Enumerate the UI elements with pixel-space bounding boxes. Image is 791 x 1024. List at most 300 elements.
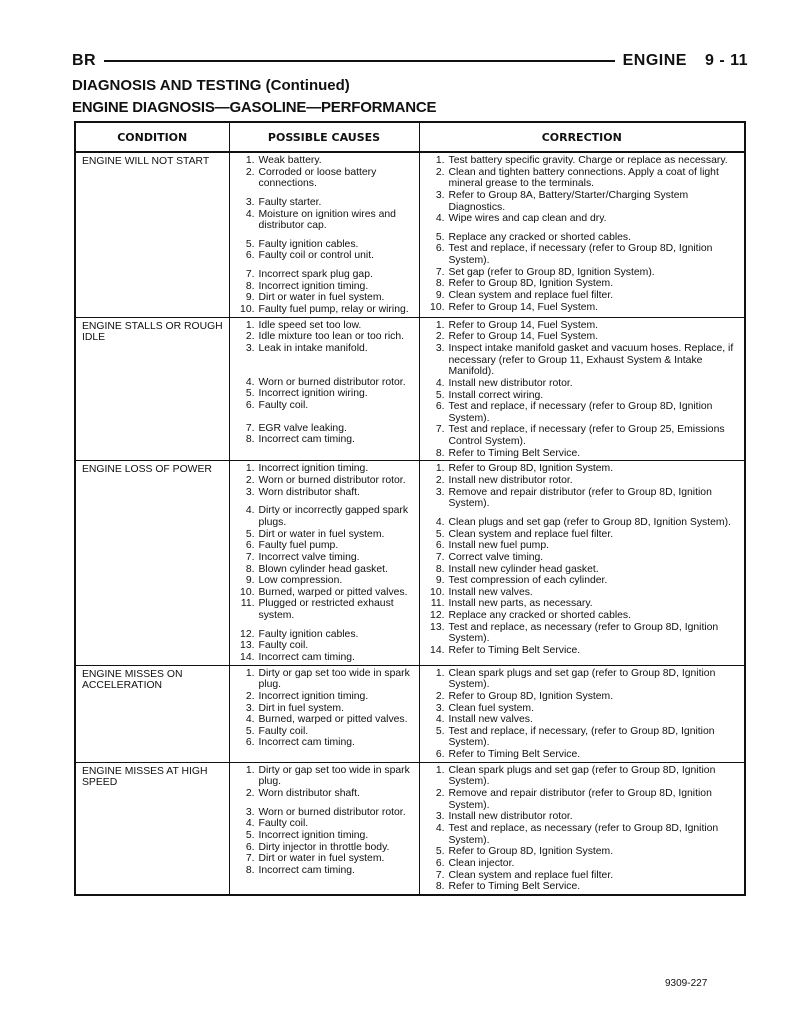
item-number: 9. — [435, 290, 445, 302]
item-number: 5. — [435, 231, 445, 243]
correction-cell — [419, 152, 745, 317]
list-item — [236, 281, 416, 293]
item-text: Refer to Group 8A, Battery/Starter/Charging System Diagnostics. — [448, 189, 689, 213]
item-text: Faulty fuel pump, relay or wiring. — [258, 304, 409, 316]
item-number: 1. — [435, 667, 445, 679]
list-item — [236, 598, 416, 621]
item-text: Install new parts, as necessary. — [448, 598, 593, 610]
item-number: 4. — [245, 208, 255, 220]
list-item — [236, 865, 416, 877]
causes-cell — [229, 317, 419, 461]
list-item — [426, 448, 742, 460]
item-number: 2. — [435, 166, 445, 178]
list-item — [426, 487, 742, 510]
item-number: 6. — [435, 243, 445, 255]
item-text: Moisture on ignition wires and distributor cap. — [258, 208, 396, 232]
item-text: Refer to Group 8D, Ignition System. — [448, 278, 614, 290]
item-number: 5. — [245, 238, 255, 250]
item-text: Incorrect ignition timing. — [258, 829, 369, 841]
list-item — [426, 726, 742, 749]
item-number: 2. — [245, 331, 255, 343]
causes-cell — [229, 762, 419, 895]
list-item — [236, 292, 416, 304]
list-item — [426, 846, 742, 858]
list-item — [236, 552, 416, 564]
item-number: 8. — [435, 278, 445, 290]
item-number: 4. — [435, 822, 445, 834]
item-text: Faulty coil. — [258, 399, 309, 411]
item-number: 8. — [245, 864, 255, 876]
item-text: Faulty ignition cables. — [258, 628, 359, 640]
list-item — [236, 668, 416, 691]
figure-id: 9309-227 — [665, 978, 708, 989]
item-number: 3. — [245, 806, 255, 818]
item-number: 2. — [245, 690, 255, 702]
item-text: Clean and tighten battery connections. Apply a coat of light mineral grease to the terminals. — [448, 166, 719, 190]
item-number: 8. — [245, 280, 255, 292]
list-item — [236, 400, 416, 412]
table-row — [75, 461, 745, 665]
item-text: Install new distributor rotor. — [448, 377, 573, 389]
list-item — [426, 331, 742, 343]
item-text: Refer to Timing Belt Service. — [448, 881, 581, 893]
item-number: 3. — [435, 189, 445, 201]
item-text: Replace any cracked or shorted cables. — [448, 610, 632, 622]
item-text: Set gap (refer to Group 8D, Ignition System). — [448, 266, 655, 278]
item-text: Clean spark plugs and set gap (refer to Group 8D, Ignition System). — [448, 764, 716, 788]
item-text: Blown cylinder head gasket. — [258, 563, 388, 575]
list-item — [426, 788, 742, 811]
item-text: Clean system and replace fuel filter. — [448, 869, 614, 881]
item-text: Faulty starter. — [258, 196, 322, 208]
list-item — [426, 475, 742, 487]
list-item — [236, 377, 416, 389]
section-code: BR — [72, 52, 97, 69]
item-number: 6. — [435, 401, 445, 413]
list-item — [236, 388, 416, 400]
item-text: Worn distributor shaft. — [258, 788, 360, 800]
item-text: Faulty ignition cables. — [258, 238, 359, 250]
list-item — [236, 304, 416, 316]
item-number: 3. — [435, 486, 445, 498]
item-text: Incorrect cam timing. — [258, 737, 355, 749]
list-item — [236, 269, 416, 281]
column-header-condition: CONDITION — [75, 122, 229, 152]
item-text: Install new distributor rotor. — [448, 475, 573, 487]
list-item — [426, 529, 742, 541]
item-number: 6. — [435, 749, 445, 761]
header-right — [623, 52, 748, 70]
list-item — [236, 726, 416, 738]
list-item — [426, 190, 742, 213]
list-item — [426, 811, 742, 823]
item-text: Dirt or water in fuel system. — [258, 528, 385, 540]
list-item — [236, 343, 416, 355]
list-item — [426, 390, 742, 402]
item-text: Refer to Timing Belt Service. — [448, 644, 581, 656]
correction-cell — [419, 665, 745, 762]
list-item — [426, 540, 742, 552]
item-text: Worn or burned distributor rotor. — [258, 475, 406, 487]
list-item — [426, 881, 742, 893]
list-item — [426, 610, 742, 622]
item-number: 1. — [245, 667, 255, 679]
item-number: 1. — [245, 764, 255, 776]
list-item — [426, 343, 742, 378]
item-text: Clean plugs and set gap (refer to Group 8D, Ignition System). — [448, 516, 731, 528]
item-number: 2. — [435, 475, 445, 487]
item-text: Refer to Group 14, Fuel System. — [448, 331, 599, 343]
item-number: 6. — [245, 250, 255, 262]
item-text: Incorrect ignition wiring. — [258, 388, 368, 400]
list-item — [236, 640, 416, 652]
item-number: 12. — [430, 610, 445, 622]
item-text: Incorrect cam timing. — [258, 864, 355, 876]
list-item — [426, 517, 742, 529]
item-text: Incorrect spark plug gap. — [258, 269, 373, 281]
item-number: 10. — [240, 586, 255, 598]
list-item — [426, 587, 742, 599]
list-item — [236, 155, 416, 167]
header-rule — [104, 60, 615, 62]
item-text: Dirty or incorrectly gapped spark plugs. — [258, 505, 409, 528]
item-number: 5. — [245, 829, 255, 841]
column-header-correction: CORRECTION — [419, 122, 745, 152]
list-item — [426, 870, 742, 882]
item-text: Worn or burned distributor rotor. — [258, 806, 406, 818]
item-number: 11. — [240, 598, 255, 610]
page-header — [72, 50, 748, 72]
item-number: 6. — [245, 540, 255, 552]
list-item — [426, 552, 742, 564]
item-text: Burned, warped or pitted valves. — [258, 714, 408, 726]
correction-cell — [419, 317, 745, 461]
item-number: 4. — [435, 516, 445, 528]
list-item — [236, 197, 416, 209]
item-number: 10. — [430, 586, 445, 598]
item-number: 7. — [435, 424, 445, 436]
item-number: 1. — [245, 319, 255, 331]
item-text: Replace any cracked or shorted cables. — [448, 231, 632, 243]
list-item — [426, 668, 742, 691]
list-item — [236, 853, 416, 865]
item-number: 1. — [245, 463, 255, 475]
condition-cell: ENGINE MISSES AT HIGH SPEED — [75, 762, 229, 895]
list-item — [236, 765, 416, 788]
list-item — [236, 564, 416, 576]
item-text: Refer to Timing Belt Service. — [448, 749, 581, 761]
list-item — [426, 267, 742, 279]
item-text: Install new fuel pump. — [448, 540, 549, 552]
section-title: DIAGNOSIS AND TESTING (Continued) — [72, 77, 350, 94]
item-text: Plugged or restricted exhaust system. — [258, 598, 394, 622]
item-number: 8. — [435, 881, 445, 893]
causes-cell — [229, 665, 419, 762]
item-number: 2. — [245, 788, 255, 800]
item-text: Test and replace, as necessary (refer to Group 8D, Ignition System). — [448, 822, 719, 846]
list-item — [426, 645, 742, 657]
item-number: 7. — [245, 422, 255, 434]
item-number: 6. — [245, 841, 255, 853]
item-text: Dirty or gap set too wide in spark plug. — [258, 667, 410, 691]
column-header-causes: POSSIBLE CAUSES — [229, 122, 419, 152]
correction-cell — [419, 461, 745, 665]
item-number: 4. — [245, 818, 255, 830]
list-item — [426, 378, 742, 390]
list-item — [236, 540, 416, 552]
list-item — [426, 424, 742, 447]
list-item — [426, 703, 742, 715]
item-number: 1. — [435, 155, 445, 166]
item-text: Refer to Group 8D, Ignition System. — [448, 690, 614, 702]
list-item — [236, 239, 416, 251]
item-number: 14. — [430, 644, 445, 656]
list-item — [236, 830, 416, 842]
item-number: 8. — [435, 447, 445, 459]
item-text: Inspect intake manifold gasket and vacuum hoses. Replace, if necessary (refer to Group 11, Exhaust System & Intake Manifold). — [448, 342, 734, 378]
item-number: 5. — [245, 388, 255, 400]
item-text: Clean fuel system. — [448, 702, 534, 714]
item-text: Incorrect ignition timing. — [258, 463, 369, 475]
table-row — [75, 762, 745, 895]
item-text: Clean system and replace fuel filter. — [448, 290, 614, 302]
list-item — [236, 575, 416, 587]
item-text: Install new valves. — [448, 714, 533, 726]
list-item — [426, 463, 742, 475]
item-number: 3. — [245, 196, 255, 208]
list-item — [236, 842, 416, 854]
item-text: Clean injector. — [448, 857, 515, 869]
condition-cell: ENGINE LOSS OF POWER — [75, 461, 229, 665]
item-number: 8. — [245, 563, 255, 575]
item-text: Clean spark plugs and set gap (refer to Group 8D, Ignition System). — [448, 667, 716, 691]
item-text: Weak battery. — [258, 155, 322, 166]
causes-cell — [229, 461, 419, 665]
item-text: Dirt or water in fuel system. — [258, 853, 385, 865]
list-item — [236, 703, 416, 715]
item-number: 9. — [245, 575, 255, 587]
list-item — [426, 765, 742, 788]
list-item — [236, 475, 416, 487]
item-text: Test and replace, if necessary (refer to Group 8D, Ignition System). — [448, 243, 713, 267]
list-item — [236, 788, 416, 800]
list-item — [236, 167, 416, 190]
list-item — [426, 691, 742, 703]
list-item — [426, 749, 742, 761]
item-text: Install new distributor rotor. — [448, 811, 573, 823]
list-item — [236, 737, 416, 749]
list-item — [236, 587, 416, 599]
item-number: 4. — [435, 213, 445, 225]
list-item — [236, 652, 416, 664]
item-text: Refer to Group 14, Fuel System. — [448, 301, 599, 313]
item-text: Faulty coil. — [258, 725, 309, 737]
chapter-title: ENGINE — [622, 52, 687, 69]
item-text: Incorrect valve timing. — [258, 551, 360, 563]
item-number: 13. — [240, 640, 255, 652]
item-text: Test and replace, if necessary, (refer to Group 8D, Ignition System). — [448, 725, 715, 749]
table-header-row — [75, 122, 745, 152]
list-item — [236, 434, 416, 446]
item-number: 4. — [245, 714, 255, 726]
item-text: Remove and repair distributor (refer to Group 8D, Ignition System). — [448, 486, 712, 510]
item-number: 5. — [435, 725, 445, 737]
item-text: Test compression of each cylinder. — [448, 575, 608, 587]
item-text: Test and replace, as necessary (refer to Group 8D, Ignition System). — [448, 621, 719, 645]
condition-cell: ENGINE STALLS OR ROUGH IDLE — [75, 317, 229, 461]
item-text: Corroded or loose battery connections. — [258, 166, 377, 190]
item-number: 12. — [240, 628, 255, 640]
list-item — [236, 250, 416, 262]
item-number: 1. — [435, 463, 445, 475]
item-number: 2. — [435, 788, 445, 800]
list-item — [426, 622, 742, 645]
item-text: Faulty coil. — [258, 640, 309, 652]
item-text: Test battery specific gravity. Charge or replace as necessary. — [448, 155, 728, 166]
item-number: 2. — [435, 331, 445, 343]
item-number: 6. — [245, 399, 255, 411]
item-text: Clean system and replace fuel filter. — [448, 528, 614, 540]
item-number: 8. — [435, 563, 445, 575]
item-number: 6. — [245, 737, 255, 749]
item-number: 3. — [435, 811, 445, 823]
item-number: 9. — [435, 575, 445, 587]
item-number: 5. — [245, 528, 255, 540]
item-text: Dirty or gap set too wide in spark plug. — [258, 764, 410, 788]
diagnosis-table — [74, 121, 746, 896]
item-text: Refer to Group 8D, Ignition System. — [448, 463, 614, 475]
condition-cell: ENGINE WILL NOT START — [75, 152, 229, 317]
list-item — [426, 302, 742, 314]
item-text: Dirt in fuel system. — [258, 702, 344, 714]
list-item — [236, 807, 416, 819]
item-text: Refer to Group 14, Fuel System. — [448, 319, 599, 331]
list-item — [426, 401, 742, 424]
item-number: 3. — [245, 342, 255, 354]
item-text: Install new valves. — [448, 586, 533, 598]
page-number: 9 - 11 — [704, 52, 748, 69]
item-text: Incorrect ignition timing. — [258, 280, 369, 292]
list-item — [426, 232, 742, 244]
item-number: 7. — [435, 869, 445, 881]
item-number: 8. — [245, 434, 255, 446]
item-number: 2. — [435, 690, 445, 702]
list-item — [236, 818, 416, 830]
item-text: Burned, warped or pitted valves. — [258, 586, 408, 598]
item-text: Test and replace, if necessary (refer to Group 25, Emissions Control System). — [448, 424, 725, 448]
list-item — [236, 331, 416, 343]
item-number: 5. — [245, 725, 255, 737]
item-number: 11. — [430, 598, 445, 610]
item-number: 7. — [435, 551, 445, 563]
item-text: Install correct wiring. — [448, 389, 544, 401]
item-number: 4. — [245, 505, 255, 517]
list-item — [426, 858, 742, 870]
item-text: Faulty fuel pump. — [258, 540, 339, 552]
item-text: Faulty coil or control unit. — [258, 250, 374, 262]
item-text: Incorrect ignition timing. — [258, 690, 369, 702]
list-item — [426, 155, 742, 167]
table-row — [75, 317, 745, 461]
list-item — [426, 213, 742, 225]
item-number: 4. — [435, 714, 445, 726]
table-title: ENGINE DIAGNOSIS—GASOLINE—PERFORMANCE — [72, 99, 437, 116]
item-text: Worn distributor shaft. — [258, 486, 360, 498]
item-text: EGR valve leaking. — [258, 422, 347, 434]
condition-cell: ENGINE MISSES ON ACCELERATION — [75, 665, 229, 762]
table-row — [75, 665, 745, 762]
item-text: Incorrect cam timing. — [258, 651, 355, 663]
item-number: 13. — [430, 621, 445, 633]
item-number: 4. — [435, 377, 445, 389]
item-number: 6. — [435, 857, 445, 869]
item-number: 9. — [245, 292, 255, 304]
item-number: 5. — [435, 389, 445, 401]
item-number: 4. — [245, 376, 255, 388]
item-text: Low compression. — [258, 575, 343, 587]
item-number: 5. — [435, 846, 445, 858]
list-item — [426, 278, 742, 290]
list-item — [426, 714, 742, 726]
table-row — [75, 152, 745, 317]
item-text: Test and replace, if necessary (refer to Group 8D, Ignition System). — [448, 401, 713, 424]
item-number: 3. — [245, 486, 255, 498]
list-item — [236, 487, 416, 499]
item-text: Refer to Group 8D, Ignition System. — [448, 846, 614, 858]
list-item — [426, 598, 742, 610]
item-number: 7. — [435, 266, 445, 278]
item-number: 5. — [435, 528, 445, 540]
item-number: 3. — [435, 342, 445, 354]
list-item — [236, 505, 416, 528]
list-item — [236, 320, 416, 332]
list-item — [236, 529, 416, 541]
list-item — [236, 423, 416, 435]
causes-cell — [229, 152, 419, 317]
list-item — [236, 714, 416, 726]
list-item — [426, 564, 742, 576]
list-item — [426, 320, 742, 332]
item-number: 7. — [245, 551, 255, 563]
item-text: Worn or burned distributor rotor. — [258, 376, 406, 388]
list-item — [236, 629, 416, 641]
item-text: Faulty coil. — [258, 818, 309, 830]
item-text: Leak in intake manifold. — [258, 342, 368, 354]
item-number: 10. — [240, 304, 255, 316]
item-text: Correct valve timing. — [448, 551, 544, 563]
item-number: 14. — [240, 651, 255, 663]
item-text: Idle mixture too lean or too rich. — [258, 331, 405, 343]
item-text: Remove and repair distributor (refer to Group 8D, Ignition System). — [448, 788, 712, 811]
item-number: 3. — [245, 702, 255, 714]
item-number: 10. — [430, 301, 445, 313]
item-number: 7. — [245, 269, 255, 281]
item-text: Wipe wires and cap clean and dry. — [448, 213, 607, 225]
item-text: Dirt or water in fuel system. — [258, 292, 385, 304]
list-item — [236, 463, 416, 475]
list-item — [426, 823, 742, 846]
correction-cell — [419, 762, 745, 895]
item-text: Dirty injector in throttle body. — [258, 841, 390, 853]
item-number: 7. — [245, 853, 255, 865]
item-text: Install new cylinder head gasket. — [448, 563, 599, 575]
list-item — [426, 243, 742, 266]
list-item — [426, 290, 742, 302]
item-text: Incorrect cam timing. — [258, 434, 355, 446]
item-number: 6. — [435, 540, 445, 552]
item-number: 2. — [245, 166, 255, 178]
item-number: 2. — [245, 475, 255, 487]
